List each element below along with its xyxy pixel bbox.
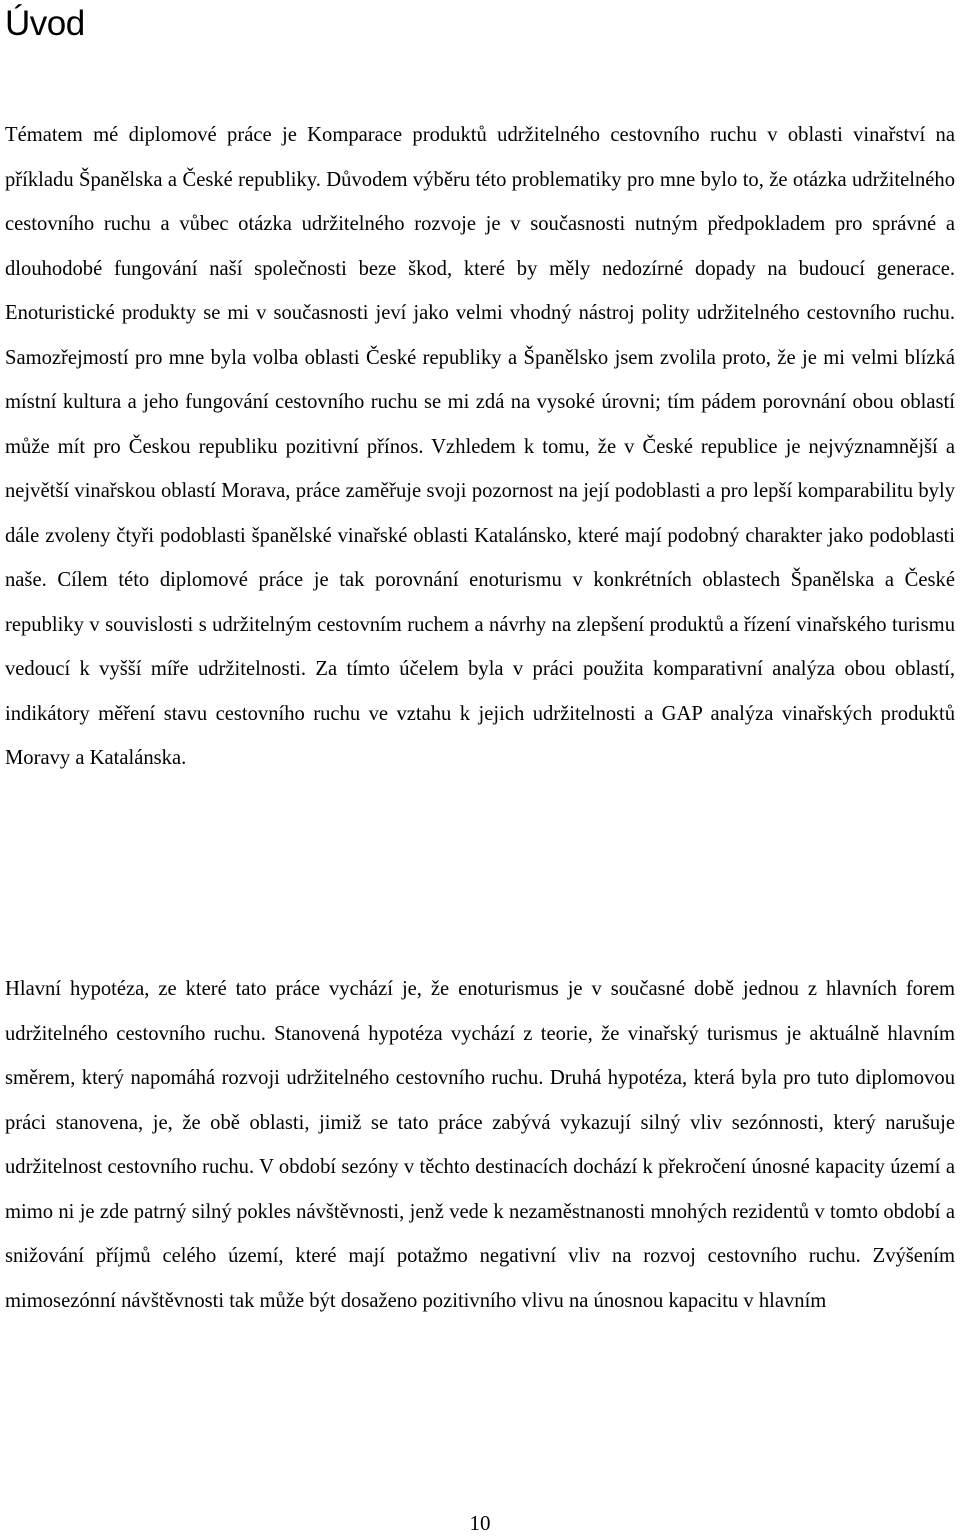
page-title: Úvod <box>5 4 85 43</box>
page-number: 10 <box>469 1511 491 1535</box>
paragraph-hypothesis: Hlavní hypotéza, ze které tato práce vychází je, že enoturismus je v současné době jednou z hlavních forem udržitelného cestovního ruchu. Stanovená hypotéza vychází z teorie, že vinařský turismus je aktuálně hlavním směrem, který napomáhá rozvoji udržitelného cestovního ruchu. Druhá hypotéza, která byla pro tuto diplomovou práci stanovena, je, že obě oblasti, jimiž se tato práce zabývá vykazují silný vliv sezónnosti, který narušuje udržitelnost cestovního ruchu. V období sezóny v těchto destinacích dochází k překročení únosné kapacity území a mimo ni je zde patrný silný pokles návštěvnosti, jenž vede k nezaměstnanosti mnohých rezidentů v tomto období a snižování příjmů celého území, které mají potažmo negativní vliv na rozvoj cestovního ruchu. Zvýšením mimosezónní návštěvnosti tak může být dosaženo pozitivního vlivu na únosnou kapacitu v hlavním <box>5 978 955 1312</box>
paragraph-intro: Tématem mé diplomové práce je Komparace produktů udržitelného cestovního ruchu v oblasti vinařství na příkladu Španělska a České republiky. Důvodem výběru této problematiky pro mne bylo to, že otázka udržitelného cestovního ruchu a vůbec otázka udržitelného rozvoje je v současnosti nutným předpokladem pro správné a dlouhodobé fungování naší společnosti beze škod, které by měly nedozírné dopady na budoucí generace. Enoturistické produkty se mi v současnosti jeví jako velmi vhodný nástroj polity udržitelného cestovního ruchu. Samozřejmostí pro mne byla volba oblasti České republiky a Španělsko jsem zvolila proto, že je mi velmi blízká místní kultura a jeho fungování cestovního ruchu se mi zdá na vysoké úrovni; tím pádem porovnání obou oblastí může mít pro Českou republiku pozitivní přínos. Vzhledem k tomu, že v České republice je nejvýznamnější a největší vinařskou oblastí Morava, práce zaměřuje svoji pozornost na její podoblasti a pro lepší komparabilitu byly dále zvoleny čtyři podoblasti španělské vinařské oblasti Katalánsko, které mají podobný charakter jako podoblasti naše. Cílem této diplomové práce je tak porovnání enoturismu v konkrétních oblastech Španělska a České republiky v souvislosti s udržitelným cestovním ruchem a návrhy na zlepšení produktů a řízení vinařského turismu vedoucí k vyšší míře udržitelnosti. Za tímto účelem byla v práci použita komparativní analýza obou oblastí, indikátory měření stavu cestovního ruchu ve vztahu k jejich udržitelnosti a GAP analýza vinařských produktů Moravy a Katalánska. <box>5 124 955 769</box>
